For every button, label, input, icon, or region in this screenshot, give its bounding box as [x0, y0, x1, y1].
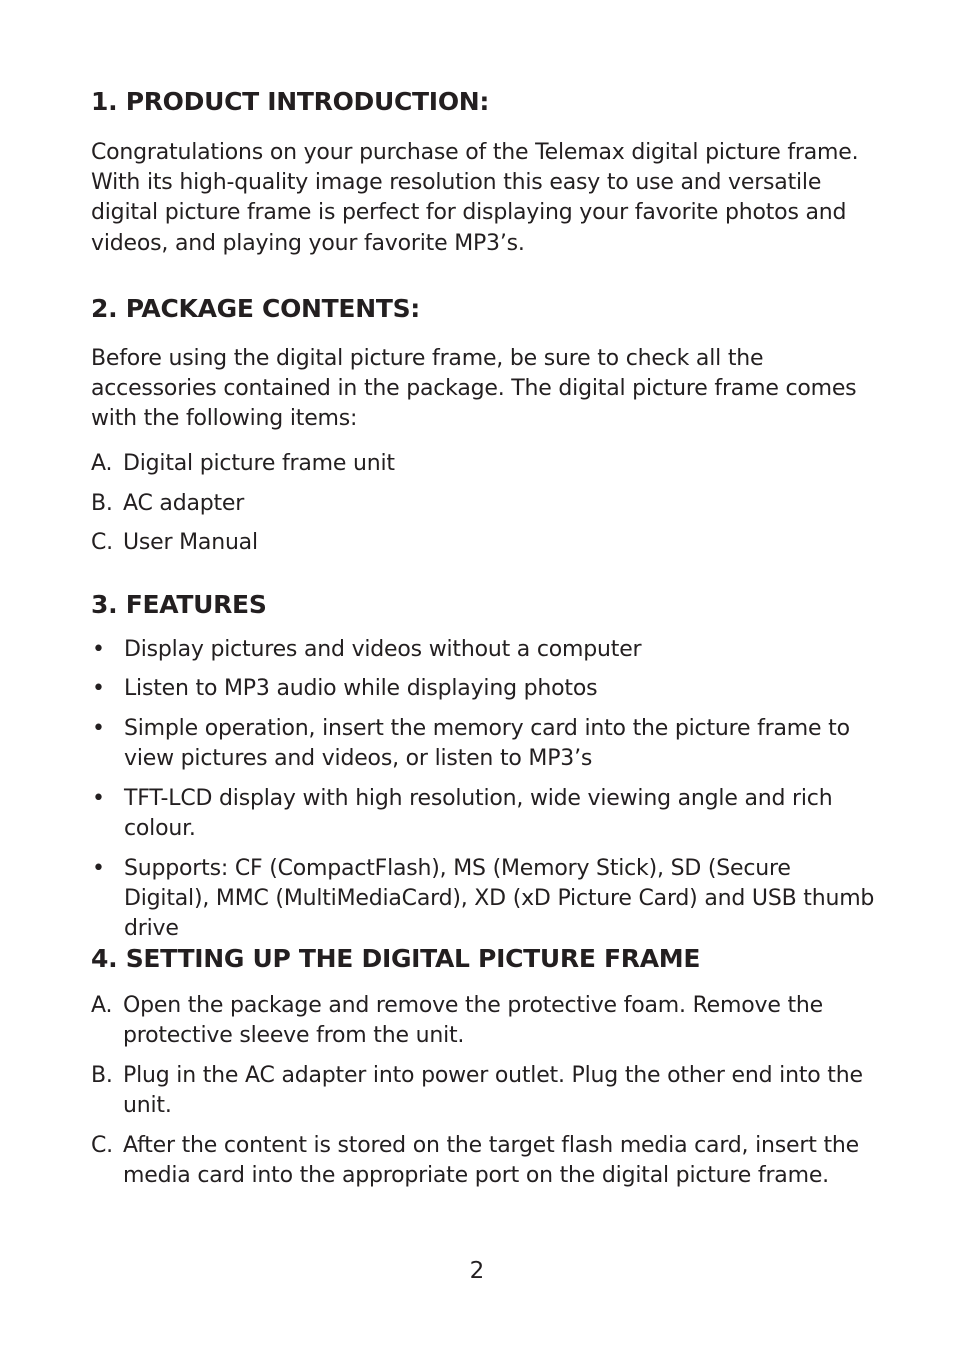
list-item-text: Listen to MP3 audio while displaying photos [124, 676, 598, 701]
setup-step [91, 1061, 881, 1121]
list-marker: A. [91, 993, 113, 1018]
list-marker: A. [91, 451, 113, 476]
package-item [91, 528, 881, 558]
bullet-marker: • [92, 716, 105, 741]
product-introduction-paragraph: Congratulations on your purchase of the Telemax digital picture frame. With its high-quality image resolution this easy to use and versatile digital picture frame is perfect for displaying your favorite photos and videos, and playing your favorite MP3’s. [91, 140, 859, 256]
package-item [91, 449, 881, 479]
feature-item [91, 635, 881, 665]
list-item-text: Digital picture frame unit [123, 451, 395, 476]
page-number: 2 [469, 1258, 485, 1284]
setup-step [91, 1131, 881, 1191]
list-marker: B. [91, 1063, 113, 1088]
feature-item [91, 784, 881, 844]
feature-item [91, 714, 881, 774]
list-item-text: AC adapter [123, 491, 245, 516]
bullet-marker: • [92, 786, 105, 811]
list-item-text: Display pictures and videos without a computer [124, 637, 642, 662]
package-item [91, 489, 881, 519]
list-marker: C. [91, 530, 113, 555]
list-item-text: Open the package and remove the protective foam. Remove the protective sleeve from the unit. [123, 993, 823, 1049]
list-item-text: User Manual [123, 530, 258, 555]
section-heading-product-introduction: 1. PRODUCT INTRODUCTION: [91, 87, 490, 116]
package-contents-paragraph: Before using the digital picture frame, be sure to check all the accessories contained in the package. The digital picture frame comes with the following items: [91, 346, 857, 432]
feature-item [91, 854, 881, 945]
list-item-text: Simple operation, insert the memory card into the picture frame to view pictures and videos, or listen to MP3’s [124, 716, 850, 772]
bullet-marker: • [92, 676, 105, 701]
bullet-marker: • [92, 856, 105, 881]
bullet-marker: • [92, 637, 105, 662]
list-item-text: Supports: CF (CompactFlash), MS (Memory Stick), SD (Secure Digital), MMC (MultiMediaCard), XD (xD Picture Card) and USB thumb drive [124, 856, 875, 942]
section-heading-features: 3. FEATURES [91, 590, 267, 619]
setup-step [91, 991, 881, 1051]
feature-item [91, 674, 881, 704]
list-marker: B. [91, 491, 113, 516]
list-item-text: TFT-LCD display with high resolution, wide viewing angle and rich colour. [124, 786, 833, 842]
list-marker: C. [91, 1133, 113, 1158]
section-heading-setting-up: 4. SETTING UP THE DIGITAL PICTURE FRAME [91, 944, 701, 973]
list-item-text: After the content is stored on the target flash media card, insert the media card into the appropriate port on the digital picture frame. [123, 1133, 859, 1189]
list-item-text: Plug in the AC adapter into power outlet. Plug the other end into the unit. [123, 1063, 863, 1119]
section-heading-package-contents: 2. PACKAGE CONTENTS: [91, 294, 420, 323]
